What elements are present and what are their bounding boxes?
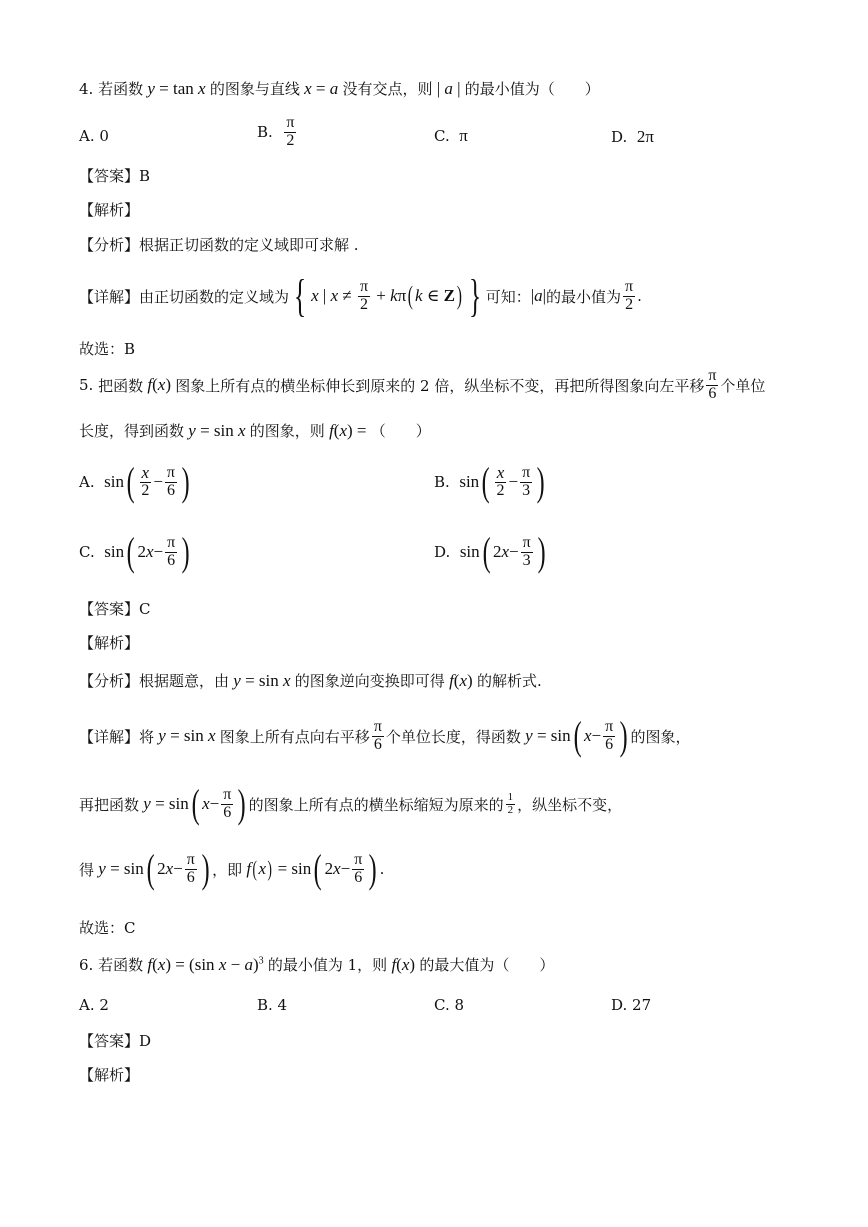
q4-stem: 4. 若函数 y = tan x 的图象与直线 x = a 没有交点，则 | a | 的最小值为（ ） <box>79 78 600 98</box>
q4-option-c: C. π <box>434 126 468 145</box>
math: y <box>143 78 155 98</box>
q5-fenxi: 【分析】根据题意，由 y = sin x 的图象逆向变换即可得 f ( x ) 的解析式. <box>79 670 542 690</box>
q4-xiangjie: 【详解】由正切函数的定义域为 { x | x ≠ $\frac{\pi}{2}$ + k π ( k ∈ Z ) } 可知： | a | 的最小值为 $\frac{\pi}{2}$ . <box>79 270 642 321</box>
q5-option-d: D. sin ( 2 x − $\frac{\pi}{3}$ ) <box>434 529 546 574</box>
q5-xiangjie-1: 【详解】将 y = sin x 图象上所有点向右平移 $\frac{\pi}{6}$ 个单位长度，得函数 y = sin ( x − $\frac{\pi}{6}$ ) 的图象， <box>79 713 691 758</box>
q5-option-a: A. sin ( $\frac{x}{2}$ − $\frac{\pi}{6}$ ) <box>79 459 190 504</box>
q6-jiexi: 【解析】 <box>79 1066 140 1084</box>
q4-number: 4. <box>79 79 94 98</box>
q6-option-c: C. 8 <box>434 996 465 1014</box>
q5-option-b: B. sin ( $\frac{x}{2}$ − $\frac{\pi}{3}$ ) <box>434 459 545 504</box>
q6-answer: 【答案】D <box>79 1032 152 1050</box>
q5-guxuan: 故选：C <box>79 919 136 937</box>
q5-stem-line2: 长度，得到函数 y = sin x 的图象，则 f ( x ) = （ ） <box>79 420 431 440</box>
q5-stem-line1: 5. 把函数 f ( x ) 图象上所有点的横坐标伸长到原来的 2 倍，纵坐标不变，再把所得图象向左平移 $\frac{\pi}{6}$ 个单位 <box>79 367 766 402</box>
q6-option-d: D. 27 <box>611 996 652 1014</box>
q6-option-b: B. 4 <box>257 996 288 1014</box>
q4-option-a: A. 0 <box>79 127 109 145</box>
q4-option-d: D. 2π <box>611 127 654 146</box>
q5-answer: 【答案】C <box>79 600 151 618</box>
q5-option-c: C. sin ( 2 x − $\frac{\pi}{6}$ ) <box>79 529 190 574</box>
q4-answer: 【答案】B <box>79 167 151 185</box>
q6-option-a: A. 2 <box>79 996 109 1014</box>
q4-option-b: B. $\frac{\pi}{2}$ <box>257 114 295 149</box>
q4-guxuan: 故选：B <box>79 340 136 358</box>
q5-jiexi: 【解析】 <box>79 634 140 652</box>
q5-xiangjie-3: 得 y = sin ( 2 x − $\frac{\pi}{6}$ ) ，即 f ( x ) = sin ( 2 x − $\frac{\pi}{6}$ ) . <box>79 846 385 891</box>
q6-stem: 6. 若函数 f ( x ) = (sin x − a )$^3$ 的最小值为 1，则 f ( x ) 的最大值为（ ） <box>79 954 555 974</box>
q4-jiexi: 【解析】 <box>79 201 140 219</box>
q5-xiangjie-2: 再把函数 y = sin ( x − $\frac{\pi}{6}$ ) 的图象上所有点的横坐标缩短为原来的 $\frac{1}{2}$ ，纵坐标不变， <box>79 781 623 826</box>
q4-fenxi: 【分析】根据正切函数的定义域即可求解 . <box>79 236 359 254</box>
